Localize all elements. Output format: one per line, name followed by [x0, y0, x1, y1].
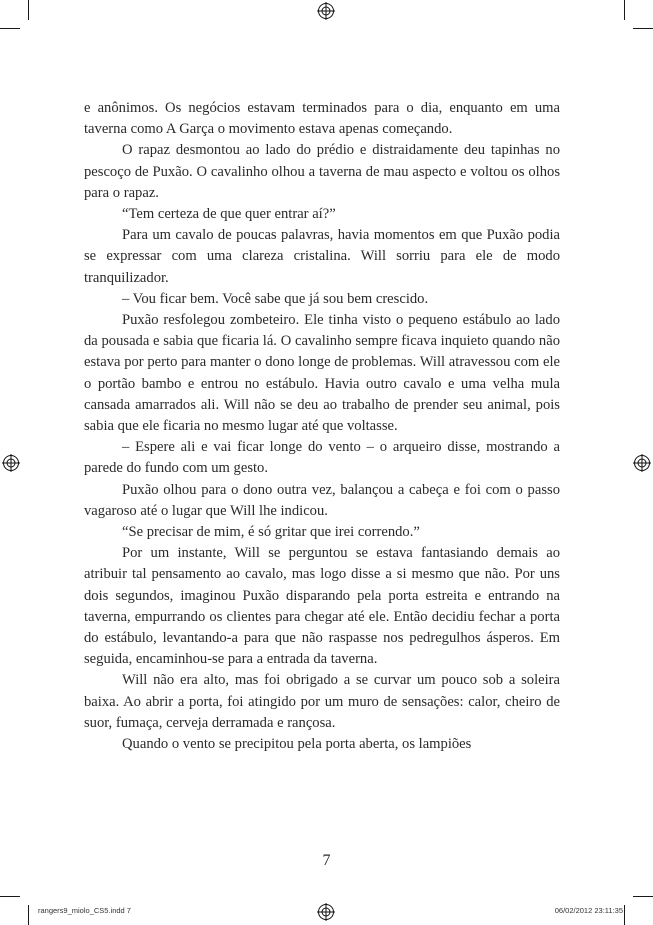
registration-mark-icon: [317, 2, 335, 20]
paragraph: Quando o vento se precipitou pela porta aberta, os lampiões: [122, 736, 472, 753]
crop-mark: [28, 905, 29, 925]
paragraph: – Espere ali e vai ficar longe do vento – o arqueiro disse, mostrando a parede do fundo com um gesto.: [84, 439, 560, 477]
crop-mark: [0, 28, 20, 29]
registration-mark-icon: [2, 454, 20, 472]
crop-mark: [633, 28, 653, 29]
crop-mark: [28, 0, 29, 20]
slug-datetime: 06/02/2012 23:11:35: [554, 906, 623, 915]
paragraph: Para um cavalo de poucas palavras, havia momentos em que Puxão podia se expressar com uma clareza cristalina. Will sorriu para ele de modo tranquilizador.: [84, 227, 560, 286]
crop-mark: [624, 905, 625, 925]
paragraph: Will não era alto, mas foi obrigado a se curvar um pouco sob a soleira baixa. Ao abrir a porta, foi atingido por um muro de sensações: calor, cheiro de suor, fumaça, cerveja derramada e rançosa.: [84, 672, 560, 731]
crop-mark: [624, 0, 625, 20]
paragraph: Puxão olhou para o dono outra vez, balançou a cabeça e foi com o passo vagaroso até o lugar que Will lhe indicou.: [84, 481, 560, 519]
registration-mark-icon: [317, 903, 335, 921]
crop-mark: [633, 896, 653, 897]
paragraph: “Tem certeza de que quer entrar aí?”: [122, 206, 336, 223]
paragraph: O rapaz desmontou ao lado do prédio e distraidamente deu tapinhas no pescoço de Puxão. O cavalinho olhou a taverna de mau aspecto e voltou os olhos para o rapaz.: [84, 142, 560, 201]
body-text: [84, 98, 560, 755]
paragraph: “Se precisar de mim, é só gritar que irei correndo.”: [122, 524, 420, 541]
paragraph: e anônimos. Os negócios estavam terminados para o dia, enquanto em uma taverna como A Garça o movimento estava apenas começando.: [84, 100, 560, 138]
paragraph: Puxão resfolegou zombeteiro. Ele tinha visto o pequeno estábulo ao lado da pousada e sabia que ficaria lá. O cavalinho sempre ficava inquieto quando não estava por perto para manter o dono longe de problemas. Will atravessou com ele o portão bambo e entrou no estábulo. Havia outro cavalo e uma velha mula cansada amarrados ali. Will não se deu ao trabalho de prender seu animal, pois sabia que ele ficaria no mesmo lugar até que voltasse.: [84, 312, 560, 435]
slug-file-info: rangers9_miolo_CS5.indd 7: [38, 906, 131, 915]
crop-mark: [0, 896, 20, 897]
registration-mark-icon: [633, 454, 651, 472]
page-number: 7: [322, 852, 331, 869]
paragraph: Por um instante, Will se perguntou se estava fantasiando demais ao atribuir tal pensamento ao cavalo, mas logo disse a si mesmo que não. Por uns dois segundos, imaginou Puxão disparando pela porta estreita e entrando na taverna, empurrando os clientes para chegar até ele. Então decidiu fechar a porta do estábulo, levantando-a para que não raspasse nos pedregulhos ásperos. Em seguida, encaminhou-se para a entrada da taverna.: [84, 545, 560, 668]
paragraph: – Vou ficar bem. Você sabe que já sou bem crescido.: [122, 290, 429, 307]
